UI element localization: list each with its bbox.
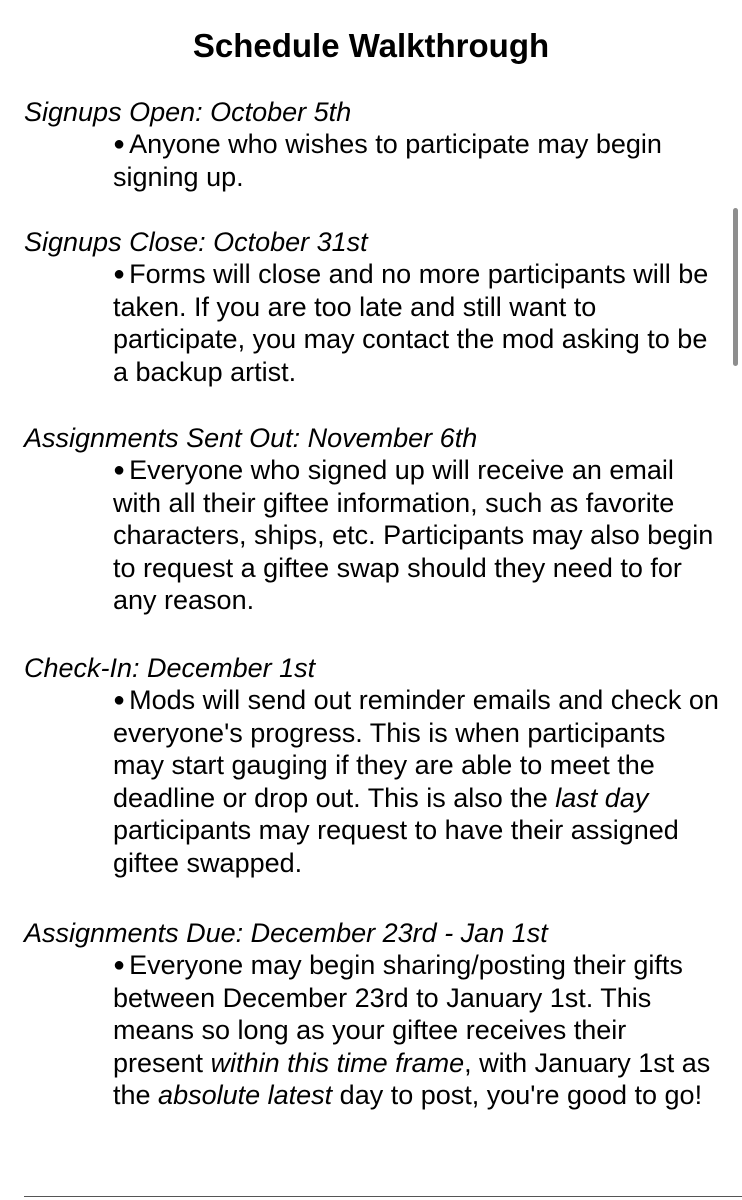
page-title: Schedule Walkthrough [192, 27, 550, 64]
emphasis-text: within this time frame [210, 1047, 465, 1078]
section-bullet [113, 454, 723, 617]
bullet-glyph: ● [113, 689, 126, 711]
body-text: , with January 1st as the [113, 1047, 711, 1110]
scrollbar[interactable] [733, 208, 738, 366]
section-bullet [113, 949, 723, 1112]
body-text: Everyone who signed up will receive an email with all their giftee information, such as favorite characters, ships, etc. Participants may also begin to request a giftee swap should they need to for any reason. [113, 455, 714, 615]
emphasis-text: last day [555, 782, 649, 813]
body-text: Anyone who wishes to participate may begin signing up. [113, 129, 662, 192]
section-heading: Assignments Due: December 23rd - Jan 1st [24, 918, 548, 948]
section-heading: Assignments Sent Out: November 6th [24, 423, 478, 453]
section-heading: Signups Open: October 5th [24, 97, 352, 127]
bullet-glyph: ● [113, 263, 126, 285]
bullet-glyph: ● [113, 459, 126, 481]
body-text: Forms will close and no more participants will be taken. If you are too late and still want to participate, you may contact the mod asking to be a backup artist. [113, 259, 709, 387]
divider [24, 1196, 742, 1197]
body-text: participants may request to have their assigned giftee swapped. [113, 815, 679, 878]
section-bullet [113, 128, 723, 193]
bullet-glyph: ● [113, 954, 126, 976]
section-bullet [113, 684, 723, 879]
body-text: day to post, you're good to go! [332, 1080, 703, 1110]
section-heading: Check-In: December 1st [24, 653, 316, 683]
section-bullet [113, 258, 723, 388]
bullet-glyph: ● [113, 133, 126, 155]
emphasis-text: absolute latest [158, 1080, 333, 1110]
body-text: Everyone may begin sharing/posting their gifts between December 23rd to January 1st. This means so long as your giftee receives their present [113, 950, 683, 1078]
body-text: Mods will send out reminder emails and check on everyone's progress. This is when participants may start gauging if they are able to meet the deadline or drop out. This is also the [113, 685, 719, 813]
section-heading: Signups Close: October 31st [24, 227, 368, 257]
